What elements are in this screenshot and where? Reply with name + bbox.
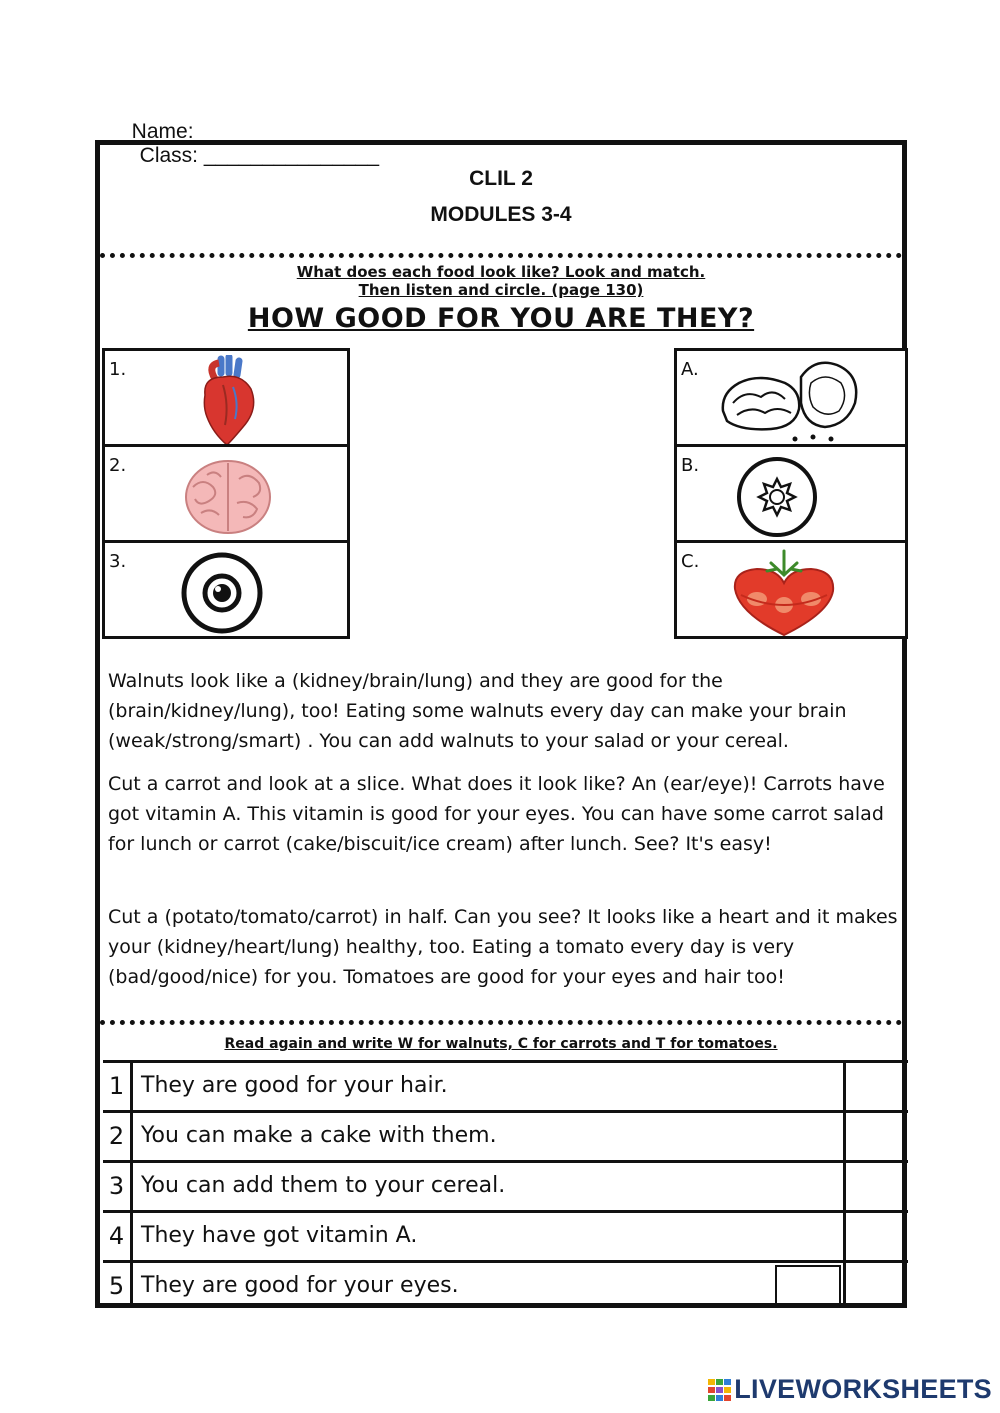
brain-icon	[183, 457, 273, 537]
carrot-slice-icon	[735, 455, 819, 539]
reading-paragraph-walnuts: Walnuts look like a (kidney/brain/lung) and they are good for the (brain/kidney/lung), too! Eating some walnuts every day can make your brain (weak/strong/smart) . You can add walnuts to your salad or your cereal.	[108, 670, 847, 752]
liveworksheets-logo-icon	[708, 1379, 732, 1401]
row-number: 4	[103, 1213, 133, 1260]
match-item-right[interactable]	[674, 540, 908, 639]
item-label: 1.	[109, 359, 127, 380]
table-row	[103, 1260, 908, 1308]
dotted-divider	[100, 253, 902, 258]
row-number: 2	[103, 1113, 133, 1160]
table-row	[103, 1210, 908, 1260]
item-label: 2.	[109, 455, 127, 476]
worksheet-title: CLIL 2	[469, 167, 533, 190]
match-item-left[interactable]	[102, 540, 350, 639]
worksheet-frame	[95, 140, 907, 1308]
row-statement: They have got vitamin A.	[141, 1223, 418, 1248]
dotted-divider	[100, 1020, 902, 1025]
answer-cell[interactable]	[843, 1113, 908, 1160]
instruction-line-1: What does each food look like? Look and match.	[296, 263, 706, 281]
item-label: B.	[681, 455, 700, 476]
item-label: A.	[681, 359, 699, 380]
answer-cell[interactable]	[843, 1263, 908, 1308]
tomato-half-icon	[727, 549, 841, 639]
section-heading: HOW GOOD FOR YOU ARE THEY?	[247, 303, 755, 334]
answer-cell[interactable]	[843, 1063, 908, 1110]
brand-name: LIVEWORKSHEETS	[734, 1374, 992, 1404]
match-item-right[interactable]	[674, 444, 908, 543]
table-row	[103, 1060, 908, 1110]
instruction-line-2: Then listen and circle. (page 130)	[358, 281, 644, 299]
match-item-left[interactable]	[102, 348, 350, 447]
heart-icon	[193, 355, 263, 447]
item-label: 3.	[109, 551, 127, 572]
row-statement: You can make a cake with them.	[141, 1123, 497, 1148]
name-label: Name: __________________________________	[131, 120, 597, 143]
reading-paragraph-carrots: Cut a carrot and look at a slice. What does it look like? An (ear/eye)! Carrots have got vitamin A. This vitamin is good for your eyes. You can have some carrot salad for lunch or carrot (cake/biscuit/ice cream) after lunch. See? It's easy!	[108, 773, 885, 855]
row-statement: They are good for your eyes.	[141, 1273, 459, 1298]
worksheet-subtitle: MODULES 3-4	[430, 203, 572, 226]
answer-cell[interactable]	[843, 1213, 908, 1260]
class-label: Class: _______________	[139, 144, 380, 167]
walnut-icon	[715, 353, 865, 447]
table-row	[103, 1160, 908, 1210]
extra-answer-box[interactable]	[775, 1265, 841, 1307]
answer-cell[interactable]	[843, 1163, 908, 1210]
reading-paragraph-tomatoes: Cut a (potato/tomato/carrot) in half. Can you see? It looks like a heart and it makes your (kidney/heart/lung) healthy, too. Eating a tomato every day is very (bad/good/nice) for you. Tomatoes are good for your eyes and hair too!	[108, 906, 898, 988]
row-number: 5	[103, 1263, 133, 1308]
table-row	[103, 1110, 908, 1160]
item-label: C.	[681, 551, 700, 572]
row-number: 1	[103, 1063, 133, 1110]
table-instruction: Read again and write W for walnuts, C for carrots and T for tomatoes.	[224, 1036, 778, 1052]
match-item-right[interactable]	[674, 348, 908, 447]
liveworksheets-brand[interactable]	[708, 1374, 992, 1405]
row-statement: You can add them to your cereal.	[141, 1173, 506, 1198]
row-statement: They are good for your hair.	[141, 1073, 448, 1098]
match-item-left[interactable]	[102, 444, 350, 543]
eye-icon	[180, 551, 264, 635]
row-number: 3	[103, 1163, 133, 1210]
